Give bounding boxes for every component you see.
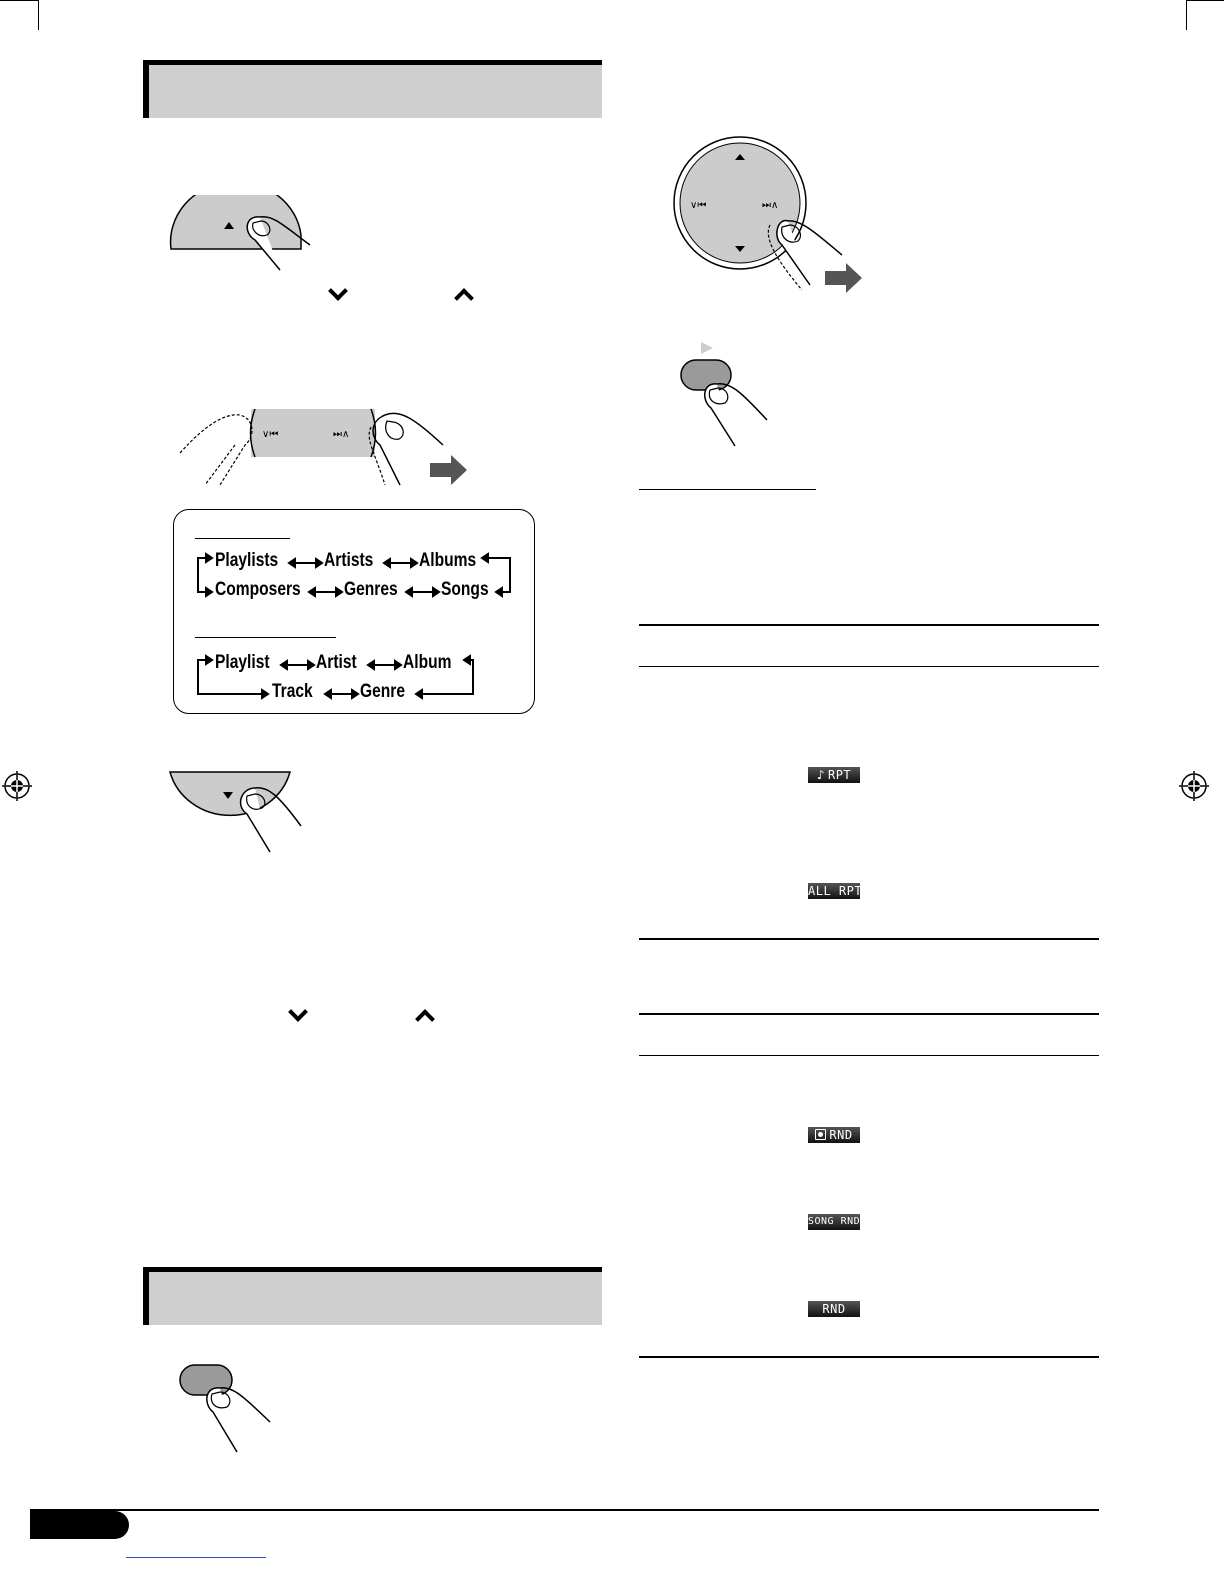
crop-mark xyxy=(1186,0,1187,30)
menu-item-playlists: Playlists xyxy=(215,550,279,571)
control-dial-illustration xyxy=(670,125,870,295)
menu-item-album: Album xyxy=(403,652,452,673)
table-rule xyxy=(639,1356,1099,1358)
heading-underline xyxy=(639,489,816,490)
table-rule xyxy=(639,666,1099,667)
table-rule xyxy=(639,1013,1099,1015)
menu-item-track: Track xyxy=(272,681,313,702)
crop-mark xyxy=(38,0,39,30)
menu-item-albums: Albums xyxy=(419,550,477,571)
menu-item-playlist: Playlist xyxy=(215,652,270,673)
menu-item-composers: Composers xyxy=(215,579,301,600)
crop-mark xyxy=(1186,0,1224,1)
menu-arrows xyxy=(174,510,536,715)
repeat-all-indicator: ALL RPT xyxy=(808,884,863,898)
table-rule xyxy=(639,938,1099,940)
crosshair-registration-icon xyxy=(1179,771,1209,801)
dial-down-press-illustration xyxy=(165,770,325,855)
chevron-down-icon xyxy=(328,281,348,301)
svg-text:∨⏮: ∨⏮ xyxy=(262,429,279,440)
footer-rule xyxy=(30,1509,1099,1511)
section-header-bar xyxy=(143,1267,602,1325)
svg-text:∨⏮: ∨⏮ xyxy=(690,200,707,211)
page-number-tab xyxy=(30,1511,129,1539)
chevron-up-icon xyxy=(415,1009,435,1029)
disc-icon xyxy=(815,1129,826,1140)
menu-item-artist: Artist xyxy=(316,652,357,673)
menu-category-box xyxy=(173,509,535,714)
repeat-one-indicator: ♪ RPT xyxy=(808,767,860,783)
random-song-indicator: SONG RND xyxy=(808,1214,860,1230)
button-press-illustration xyxy=(175,1360,285,1455)
skip-buttons-illustration xyxy=(175,405,475,490)
svg-text:⏭∧: ⏭∧ xyxy=(333,429,350,440)
chevron-up-icon xyxy=(454,288,474,308)
svg-text:⏭∧: ⏭∧ xyxy=(762,200,779,211)
music-note-icon: ♪ xyxy=(816,768,825,782)
link-underline[interactable] xyxy=(126,1557,266,1558)
chevron-down-icon xyxy=(288,1002,308,1022)
play-button-illustration xyxy=(675,338,775,448)
menu-item-genres: Genres xyxy=(344,579,398,600)
random-album-indicator: RND xyxy=(808,1127,860,1143)
menu-item-genre: Genre xyxy=(360,681,406,702)
table-rule xyxy=(639,624,1099,626)
crop-mark xyxy=(0,0,38,1)
menu-item-artists: Artists xyxy=(324,550,374,571)
crosshair-registration-icon xyxy=(2,771,32,801)
menu-item-songs: Songs xyxy=(441,579,489,600)
dial-up-press-illustration xyxy=(165,195,325,275)
table-rule xyxy=(639,1055,1099,1056)
section-header-bar xyxy=(143,60,602,118)
random-indicator: RND xyxy=(808,1301,860,1317)
